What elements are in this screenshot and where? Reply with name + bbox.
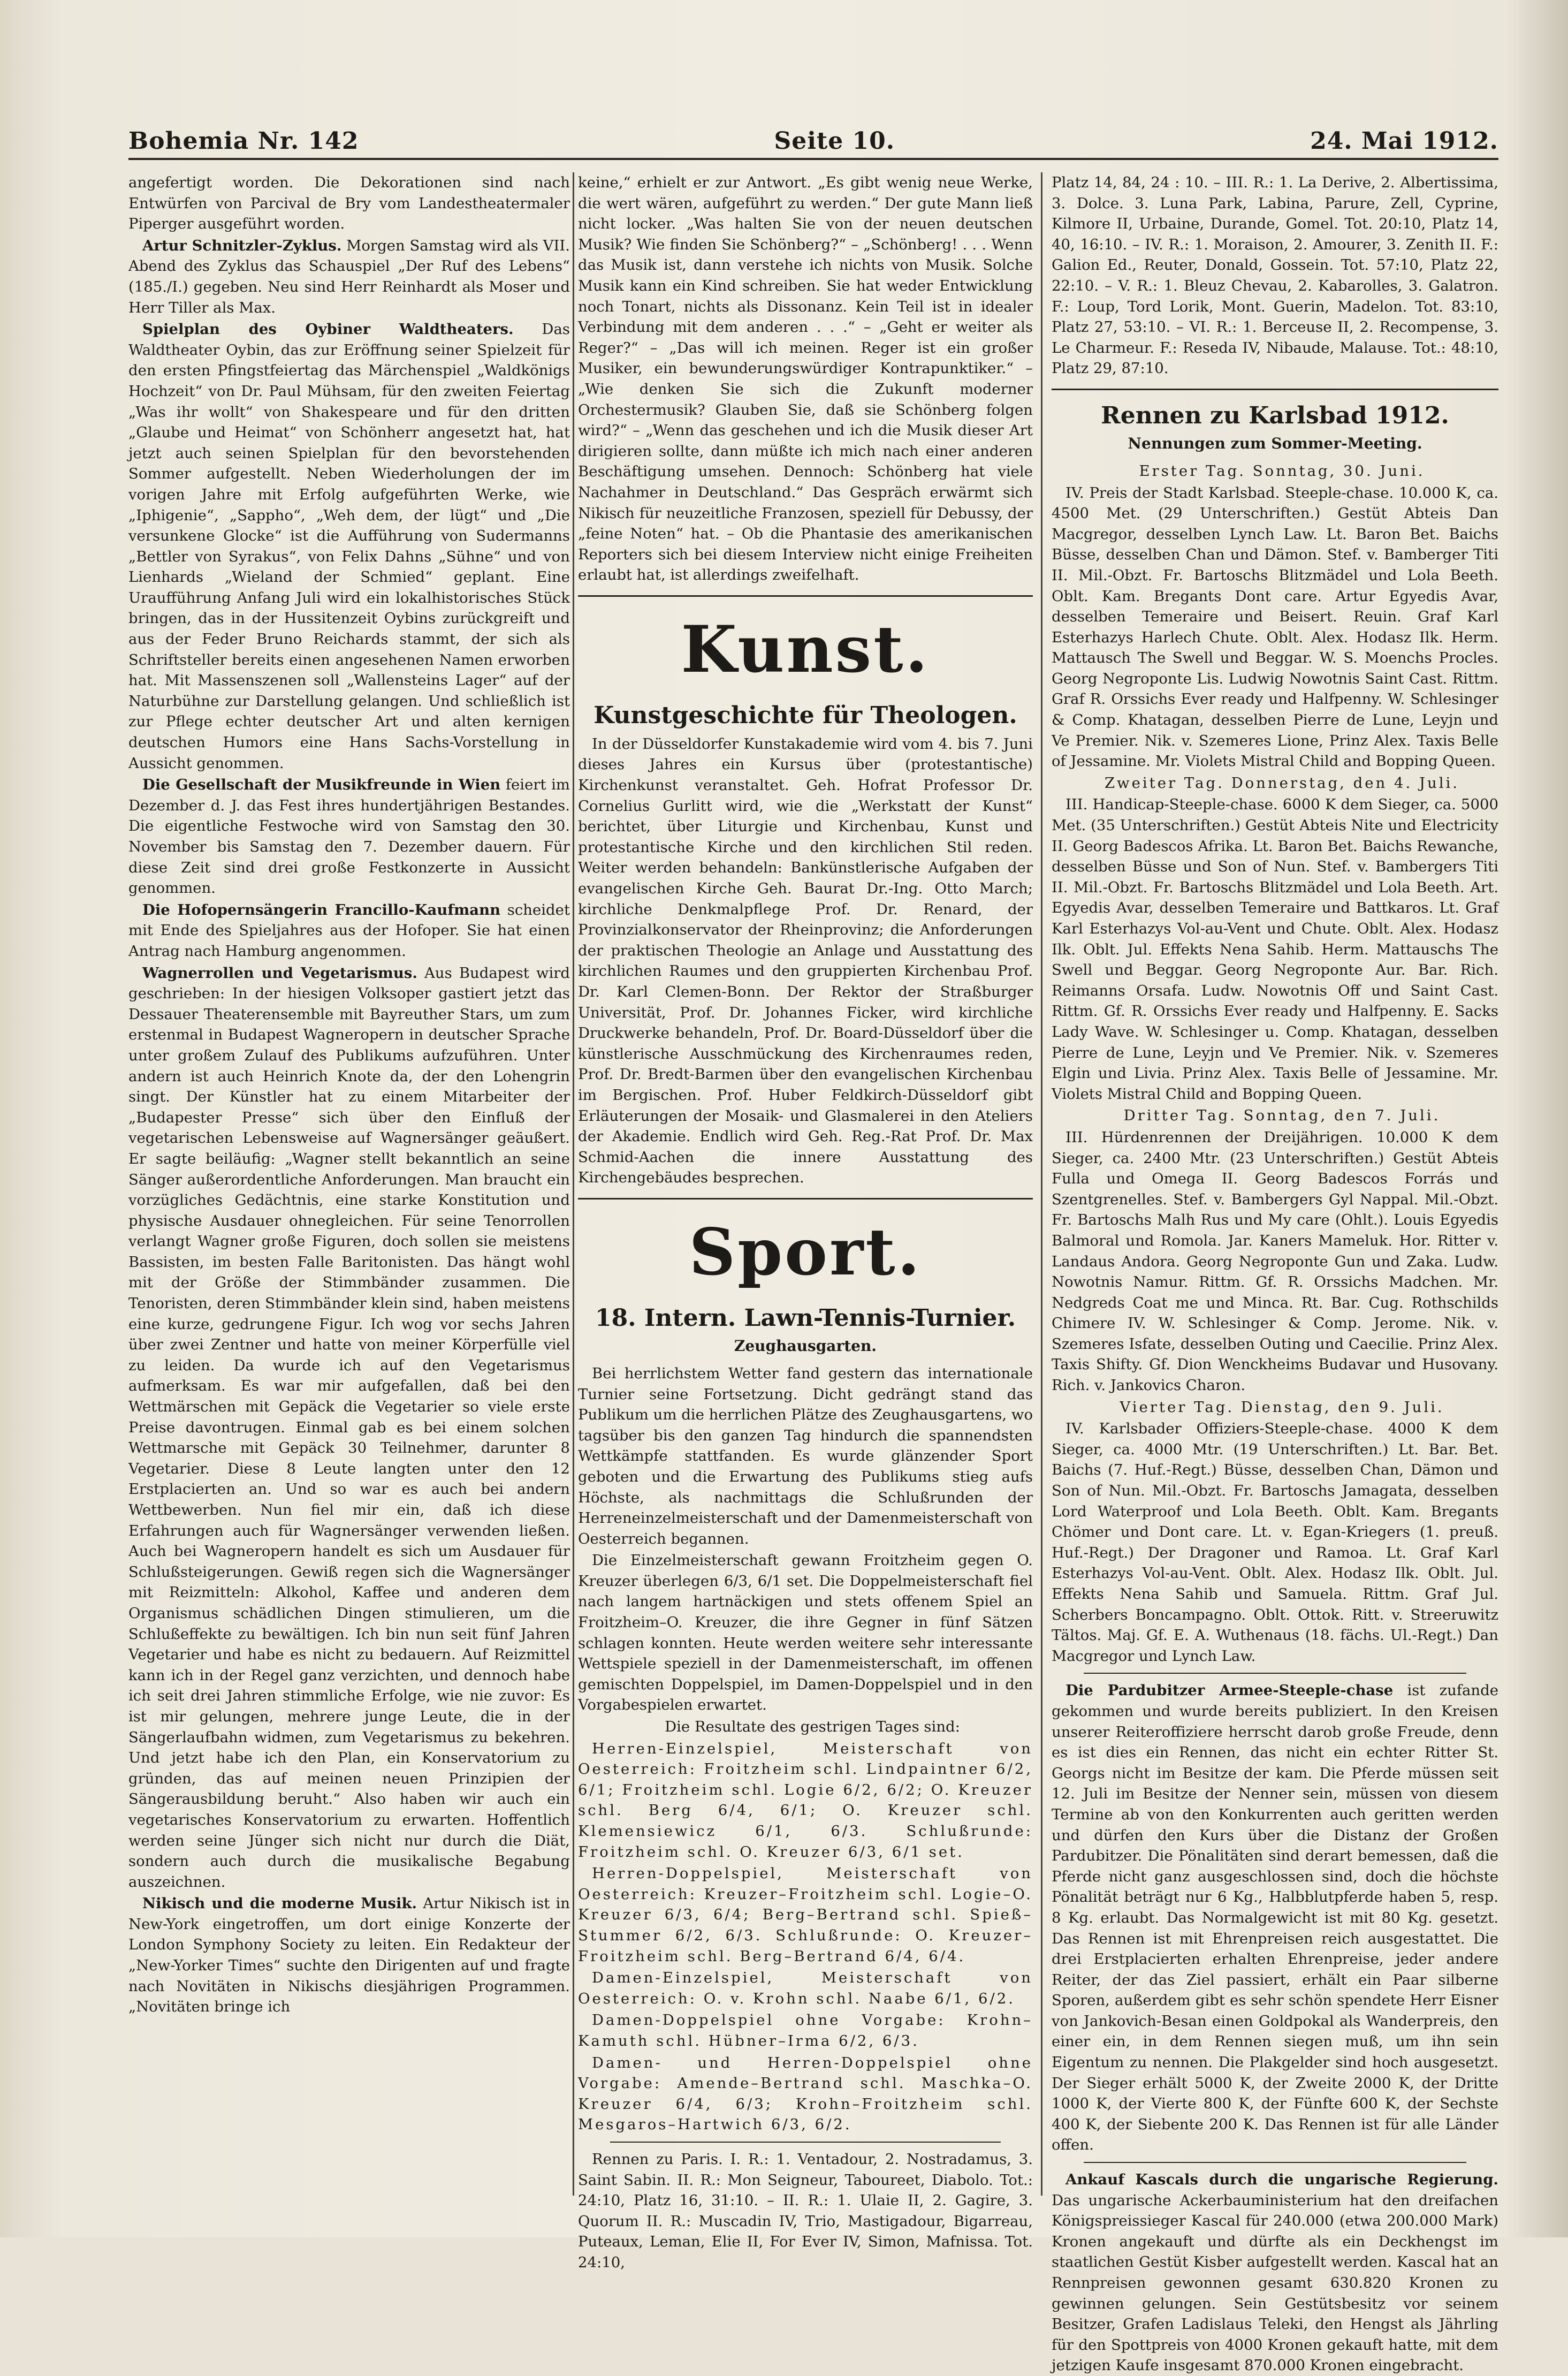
article-paragraph: IV. Preis der Stadt Karlsbad. Steeple-chase. 10.000 K, ca. 4500 Met. (29 Unterschriften.) Gestüt Abteis Dan Macgregor, desselben Lynch Law. Lt. Baron Bet. Baichs Büsse, desselben Chan und Dämon. Stef. v. Bamberger Titi II. Mil.-Obzt. Fr. Bartoschs Blitzmädel und Lola Beeth. Oblt. Kam. Bregants Dont care. Artur Egyedis Avar, desselben Temeraire und Beisert. Reuin. Graf Karl Esterhazys Harlech Chute. Oblt. Alex. Hodasz Ilk. Herm. Mattausch The Swell und Beggar. W. S. Moenchs Procles. Georg Negroponte Lis. Ludwig Nowotnis Saint Cast. Rittm. Graf R. Orssichs Ever ready und Halfpenny. W. Schlesinger & Comp. Khatagan, desselben Pierre de Lune, Leyjn und Ve Premier. Nik. v. Szemeres Lione, Prinz Alex. Taxis Belle of Jessamine. Mr. Violets Mistral Child and Bopping Queen. — [1052, 484, 1498, 770]
column-left — [128, 172, 570, 2201]
article-paragraph: III. Handicap-Steeple-chase. 6000 K dem Sieger, ca. 5000 Met. (35 Unterschriften.) Gestüt Abteis Nite und Electricity II. Georg Badescos Afrika. Lt. Baron Bet. Baichs Rewanche, desselben Büsse und Son of Nun. Stef. v. Bambergers Titi II. Mil.-Obzt. Fr. Bartoschs Blitzmädel und Lola Beeth. Art. Egyedis Avar, desselben Temeraire und Battkaros. Lt. Graf Karl Esterhazys Vol-au-Vent und Chute. Oblt. Alex. Hodasz Ilk. Oblt. Jul. Effekts Nena Sahib. Herm. Mattauschs The Swell und Beggar. Georg Negroponte Aur. Bar. Rich. Reimanns Orsafa. Ludw. Nowotnis Off und Saint Cast. Rittm. Gf. R. Orssichs Ever ready und Halfpenny. E. Sacks Lady Wave. W. Schlesinger u. Comp. Khatagan, desselben Pierre de Lune, Leyjn und Ve Premier. Nik. v. Szemeres Elgin und Livia. Prinz Alex. Taxis Belle of Jessamine. Mr. Violets Mistral Child and Bopping Queen. — [1052, 796, 1498, 1103]
results-heading: Die Resultate des gestrigen Tages sind: — [665, 1718, 960, 1736]
article-paragraph: Artur Schnitzler-Zyklus. Morgen Samstag wird als VII. Abend des Zyklus das Schauspiel „Der Ruf des Lebens“ (185./I.) gegeben. Neu sind Herr Reinhardt als Moser und Herr Tiller als Max. — [128, 237, 570, 316]
page-header — [128, 120, 1498, 160]
article-paragraph: Spielplan des Oybiner Waldtheaters. Das Waldtheater Oybin, das zur Eröffnung seiner Spielzeit für den ersten Pfingstfeiertag das Märchenspiel „Waldkönigs Hochzeit“ von Dr. Paul Mühsam, für den zweiten Feiertag „Was ihr wollt“ von Shakespeare und für den dritten „Glaube und Heimat“ von Schönherr angesetzt hat, hat jetzt auch seinen Spielplan für den bevorstehenden Sommer aufgestellt. Neben Wiederholungen der im vorigen Jahre mit Erfolg aufgeführten Werke, wie „Iphigenie“, „Sappho“, „Weh dem, der lügt“ und „Die versunkene Glocke“ ist die Aufführung von Sudermanns „Bettler von Syrakus“, von Felix Dahns „Sühne“ und von Lienhards „Wieland der Schmied“ geplant. Eine Uraufführung Anfang Juli wird ein lokalhistorisches Stück bringen, das in der Hussitenzeit Oybins zurückgreift und aus der Feder Bruno Reichards stammt, der sich als Schriftsteller bereits einen angesehenen Namen erworben hat. Mit Massenszenen soll „Wallensteins Lager“ auf der Naturbühne zur Darstellung gelangen. Und schließlich ist zur Pflege echter deutscher Art und alten kernigen deutschen Humors eine Hans Sachs-Vorstellung in Aussicht genommen. — [128, 321, 570, 772]
result-line: Herren-Doppelspiel, Meisterschaft von Oesterreich: Kreuzer–Froitzheim schl. Logie–O. Kreuzer 6/3, 6/4; Berg–Bertrand schl. Spieß–Stummer 6/2, 6/3. Schlußrunde: O. Kreuzer–Froitzheim schl. Berg–Bertrand 6/4, 6/4. — [578, 1865, 1033, 1965]
article-lead: Artur Schnitzler-Zyklus. — [142, 237, 342, 254]
result-line: Damen-Doppelspiel ohne Vorgabe: Krohn–Kamuth schl. Hübner–Irma 6/2, 6/3. — [578, 2011, 1033, 2049]
article-lead: Ankauf Kascals durch die ungarische Regierung. — [1065, 2171, 1498, 2189]
section-divider — [578, 595, 1033, 597]
article-paragraph: Ankauf Kascals durch die ungarische Regierung. Das ungarische Ackerbauministerium hat den dreifachen Königspreissieger Kascal für 240.000 (etwa 200.000 Mark) Kronen angekauft und dürfte als ein Deckhengst im staatlichen Gestüt Kisber aufgestellt werden. Kascal hat an Rennpreisen gewonnen gesamt 630.820 Kronen zu gewinnen gelungen. Sein Gestütsbesitz vor seinem Besitzer, Grafen Ladislaus Teleki, den Hengst als Jährling für den Spottpreis von 4000 Kronen gekauft hatte, mit dem jetzigen Kaufe insgesamt 870.000 Kronen eingebracht. — [1052, 2171, 1498, 2374]
column-rule — [573, 172, 574, 2196]
masthead-issue: Bohemia Nr. 142 — [128, 127, 359, 155]
day-heading: Erster Tag. Sonntag, 30. Juni. — [1139, 462, 1425, 480]
day-heading: Vierter Tag. Dienstag, den 9. Juli. — [1120, 1398, 1444, 1416]
section-divider — [1052, 389, 1498, 390]
article-title: 18. Intern. Lawn-Tennis-Turnier. — [595, 1304, 1016, 1332]
section-divider — [578, 1198, 1033, 1200]
section-title-sport: Sport. — [689, 1214, 922, 1290]
column-right — [1052, 172, 1498, 2374]
day-heading: Zweiter Tag. Donnerstag, den 4. Juli. — [1104, 774, 1460, 792]
column-rule — [1041, 172, 1042, 2196]
article-paragraph: Platz 14, 84, 24 : 10. – III. R.: 1. La Derive, 2. Albertissima, 3. Dolce. 3. Luna Park, Labina, Parure, Zell, Cyprine, Kilmore II, Urbaine, Durande, Gomel. Tot. 20:10, Platz 14, 40, 16:10. – IV. R.: 1. Moraison, 2. Amourer, 3. Zenith II. F.: Galion Ed., Reuter, Donald, Gossein. Tot. 57:10, Platz 22, 22:10. – V. R.: 1. Bleuz Chevau, 2. Kabarolles, 3. Galatron. F.: Loup, Tord Lorik, Mont. Guerin, Madelon. Tot. 83:10, Platz 27, 53:10. – VI. R.: 1. Berceuse II, 2. Recompense, 3. Le Charmeur. F.: Reseda IV, Nibaude, Malause. Tot.: 48:10, Platz 29, 87:10. — [1052, 174, 1498, 377]
result-line: Damen-Einzelspiel, Meisterschaft von Oesterreich: O. v. Krohn schl. Naabe 6/1, 6/2. — [578, 1969, 1033, 2007]
article-subtitle: Zeughausgarten. — [734, 1337, 877, 1355]
divider — [1084, 2162, 1466, 2163]
article-paragraph: In der Düsseldorfer Kunstakademie wird vom 4. bis 7. Juni dieses Jahres ein Kursus über (protestantische) Kirchenkunst veranstaltet. Geh. Hofrat Professor Dr. Cornelius Gurlitt wird, wie die „Werkstatt der Kunst“ berichtet, über Liturgie und Kirchenbau, Kunst und protestantische Kirche und den kirchlichen Stil reden. Weiter werden behandeln: Bankünstlerische Aufgaben der evangelischen Kirche Geh. Baurat Dr.-Ing. Otto March; kirchliche Denkmalpflege Prof. Dr. Renard, der Provinzialkonservator der Rheinprovinz; die Anforderungen der praktischen Theologie an Anlage und Ausstattung des kirchlichen Raumes und den gruppierten Kirchenbau Prof. Dr. Karl Clemen-Bonn. Der Rektor der Straßburger Universität, Prof. Dr. Johannes Ficker, wird kirchliche Druckwerke behandeln, Prof. Dr. Board-Düsseldorf über die künstlerische Ausschmückung des Kirchenraumes reden, Prof. Dr. Bredt-Barmen über den evangelischen Kirchenbau im Bergischen. Prof. Huber Feldkirch-Düsseldorf gibt Erläuterungen der Mosaik- und Glasmalerei in den Ateliers der Akademie. Endlich wird Geh. Reg.-Rat Prof. Dr. Max Schmid-Aachen die innere Ausstattung des Kirchengebäudes besprechen. — [578, 735, 1033, 1187]
article-lead: Spielplan des Oybiner Waldtheaters. — [142, 321, 514, 338]
day-heading: Dritter Tag. Sonntag, den 7. Juli. — [1123, 1107, 1441, 1125]
result-line: Herren-Einzelspiel, Meisterschaft von Oesterreich: Froitzheim schl. Lindpaintner 6/2, 6/1; Froitzheim schl. Logie 6/2, 6/2; O. Kreuzer schl. Berg 6/4, 6/1; O. Kreuzer schl. Klemensiewicz 6/1, 6/3. Schlußrunde: Froitzheim schl. O. Kreuzer 6/3, 6/1 set. — [578, 1740, 1033, 1861]
article-paragraph: keine,“ erhielt er zur Antwort. „Es gibt wenig neue Werke, die wert wären, aufgeführt zu werden.“ Der gute Mann ließ nicht locker. „Was halten Sie von der neuen deutschen Musik? Wie finden Sie Schönberg?“ – „Schönberg! . . . Wenn das Musik ist, dann verstehe ich nichts von Musik. Solche Musik kann ein Kind schreiben. Sie hat weder Entwicklung noch Tonart, nichts als Dissonanz. Kein Teil ist in idealer Verbindung mit dem anderen . . .“ – „Geht er weiter als Reger?“ – „Das will ich meinen. Reger ist ein großer Musiker, ein bewunderungswürdiger Kontrapunktiker.“ – „Wie denken Sie sich die Zukunft moderner Orchestermusik? Glauben Sie, daß sie Schönberg folgen wird?“ – „Wenn das geschehen und ich die Musik dieser Art dirigieren sollte, dann müßte ich mich nach einer anderen Beschäftigung umsehen. Dennoch: Schönberg hat viele Nachahmer in Deutschland.“ Das Gespräch erwärmt sich Nikisch für neuzeitliche Franzosen, speziell für Debussy, der „feine Noten“ hat. – Ob die Phantasie des amerikanischen Reporters sich bei diesem Interview nicht einige Freiheiten erlaubt hat, ist allerdings zweifelhaft. — [578, 174, 1033, 584]
page-number: Seite 10. — [774, 127, 895, 155]
column-middle — [578, 172, 1033, 2271]
article-paragraph: Nikisch und die moderne Musik. Artur Nikisch ist in New-York eingetroffen, um dort einige Konzerte der London Symphony Society zu leiten. Ein Redakteur der „New-Yorker Times“ suchte den Dirigenten auf und fragte nach Novitäten in Nikischs diesjährigen Programmen. „Novitäten bringe ich — [128, 1895, 570, 2016]
article-paragraph: angefertigt worden. Die Dekorationen sind nach Entwürfen von Parcival de Bry vom Landestheatermaler Piperger ausgeführt worden. — [128, 174, 570, 233]
issue-date: 24. Mai 1912. — [1310, 127, 1498, 155]
article-paragraph: Die Hofopernsängerin Francillo-Kaufmann scheidet mit Ende des Spieljahres aus der Hofoper. Sie hat einen Antrag nach Hamburg angenommen. — [128, 901, 570, 960]
result-line: Damen- und Herren-Doppelspiel ohne Vorgabe: Amende–Bertrand schl. Maschka–O. Kreuzer 6/4, 6/3; Krohn–Froitzheim schl. Mesgaros–Hartwich 6/3, 6/2. — [578, 2054, 1033, 2134]
article-subtitle: Nennungen zum Sommer-Meeting. — [1128, 434, 1422, 452]
article-lead: Die Gesellschaft der Musikfreunde in Wien — [142, 776, 501, 794]
article-paragraph: III. Hürdenrennen der Dreijährigen. 10.000 K dem Sieger, ca. 2400 Mtr. (23 Unterschriften.) Gestüt Abteis Fulla und Omega II. Georg Badescos Forrás und Szentgrenelles. Stef. v. Bambergers Gyl Nappal. Mil.-Obzt. Fr. Bartoschs Malh Rus und My care (Ohlt.). Louis Egyedis Balmoral und Romola. Jar. Kaners Mameluk. Hor. Ritter v. Landaus Andora. Georg Negroponte Gun und Zaka. Ludw. Nowotnis Namur. Rittm. Gf. R. Orssichs Madchen. Mr. Nedgreds Coat me und Minca. Rt. Bar. Cug. Rothschilds Chimere IV. W. Schlesinger & Comp. Jerome. Nik. v. Szemeres Isfate, desselben Outing und Caecilie. Prinz Alex. Taxis Shifty. Gf. Dion Wenckheims Budavar und Husovany. Rich. v. Jankovics Charon. — [1052, 1128, 1498, 1394]
article-paragraph: IV. Karlsbader Offiziers-Steeple-chase. 4000 K dem Sieger, ca. 4000 Mtr. (19 Unterschriften.) Lt. Bar. Bet. Baichs (7. Huf.-Regt.) Büsse, desselben Chan, Dämon und Son of Nun. Mil.-Obzt. Fr. Bartoschs Jamagata, desselben Lord Waterproof und Lola Beeth. Oblt. Kam. Bregants Chömer und Dont care. Lt. v. Egan-Kriegers (1. preuß. Huf.-Regt.) Der Dragoner und Ramoa. Lt. Graf Karl Esterhazys Vol-au-Vent. Oblt. Alex. Hodasz Ilk. Oblt. Jul. Effekts Nena Sahib und Samuela. Rittm. Graf Jul. Scherbers Boncampagno. Oblt. Ottok. Ritt. v. Streeruwitz Tältos. Maj. Gf. E. A. Wuthenaus (18. fächs. Ul.-Regt.) Dan Macgregor und Lynch Law. — [1052, 1420, 1498, 1665]
article-lead: Wagnerrollen und Vegetarismus. — [142, 964, 417, 982]
article-paragraph: Die Gesellschaft der Musikfreunde in Wien feiert im Dezember d. J. das Fest ihres hundertjährigen Bestandes. Die eigentliche Festwoche wird von Samstag den 30. November bis Samstag den 7. Dezember dauern. Für diese Zeit sind drei große Festkonzerte in Aussicht genommen. — [128, 776, 570, 897]
article-lead: Die Pardubitzer Armee-Steeple-chase — [1065, 1682, 1394, 1699]
article-lead: Nikisch und die moderne Musik. — [142, 1895, 417, 1912]
article-paragraph: Rennen zu Paris. I. R.: 1. Ventadour, 2. Nostradamus, 3. Saint Sabin. II. R.: Mon Seigneur, Taboureet, Diabolo. Tot.: 24:10, Platz 16, 31:10. – II. R.: 1. Ulaie II, 2. Gagire, 3. Quorum II. R.: Muscadin IV, Trio, Mastigadour, Bigarreau, Puteaux, Leman, Elie II, For Ever IV, Simon, Mafnissa. Tot. 24:10, — [578, 2150, 1033, 2271]
article-paragraph: Wagnerrollen und Vegetarismus. Aus Budapest wird geschrieben: In der hiesigen Volksoper gastiert jetzt das Dessauer Theaterensemble mit Bayreuther Stars, um zum erstenmal in Budapest Wagneropern in deutscher Sprache unter großem Zulauf des Publikums aufzuführen. Unter andern ist auch Heinrich Knote da, der den Lohengrin singt. Der Künstler hat zu einem Mitarbeiter der „Budapester Presse“ sich über den Einfluß der vegetarischen Lebensweise auf Wagnersänger geäußert. Er sagte beiläufig: „Wagner stellt bekanntlich an seine Sänger außerordentliche Anforderungen. Man braucht ein vorzügliches Gedächtnis, eine starke Konstitution und physische Ausdauer ohnegleichen. Für seine Tenorrollen verlangt Wagner große Figuren, doch sollen sie meistens Bassisten, im besten Falle Baritonisten. Das hängt wohl mit der Größe der Stimmbänder zusammen. Die Tenoristen, deren Stimmbänder klein sind, haben meistens eine kurze, gedrungene Figur. Ich wog vor sechs Jahren über zwei Zentner und hatte von meiner Körperfülle viel zu leiden. Da wurde ich auf den Vegetarismus aufmerksam. Es war mir aufgefallen, daß bei den Wettmärschen mit Gepäck die Vegetarier so viele erste Preise davontrugen. Einmal gab es bei einem solchen Wettmarsche mit Gepäck 30 Teilnehmer, darunter 8 Vegetarier. Diese 8 Leute langten unter den 12 Erstplacierten an. Und so war es auch bei andern Wettbewerben. Nun fiel mir ein, daß ich diese Erfahrungen auch für Wagnersänger verwenden ließen. Auch bei Wagneropern handelt es sich um Ausdauer für Schlußsteigerungen. Gewiß regen sich die Wagnersänger mit Reizmitteln: Alkohol, Kaffee und anderen dem Organismus schädlichen Dingen stimulieren, um die Schlußeffekte zu bewältigen. Ich bin nun seit fünf Jahren Vegetarier und habe es nicht zu bedauern. Auf Reizmittel kann ich in der Regel ganz verzichten, und dennoch habe ich seit drei Jahren stimmliche Erfolge, wie nie zuvor: Es ist mir gelungen, mehrere junge Leute, die in der Sängerlaufbahn widmen, zum Vegetarismus zu bekehren. Und jetzt habe ich den Plan, ein Konservatorium zu gründen, das auf meinen neuen Prinzipien der Sängerausbildung beruht.“ Also haben wir auch ein vegetarisches Konservatorium zu erwarten. Hoffentlich werden seine Jünger sich nicht nur durch die Diät, sondern auch durch die musikalische Begabung auszeichnen. — [128, 964, 570, 1891]
article-paragraph: Die Einzelmeisterschaft gewann Froitzheim gegen O. Kreuzer überlegen 6/3, 6/1 set. Die Doppelmeisterschaft fiel nach langem hartnäckigen und stets offenem Spiel an Froitzheim–O. Kreuzer, die ihre Gegner in fünf Sätzen schlagen konnten. Heute werden weitere sehr interessante Wettspiele speziell in der Damenmeisterschaft, im offenen gemischten Doppelspiel, im Damen-Doppelspiel und in den Vorgabespielen erwartet. — [578, 1552, 1033, 1714]
section-title-kunst: Kunst. — [681, 611, 930, 687]
article-paragraph: Bei herrlichstem Wetter fand gestern das internationale Turnier seine Fortsetzung. Dicht gedrängt stand das Publikum um die herrlichen Plätze des Zeughausgartens, wo tagsüber bis den ganzen Tag hindurch die spannendsten Wettkämpfe stattfanden. Es wurde glänzender Sport geboten und die Erwartung des Publikums stieg aufs Höchste, als nachmittags die Schlußrunden der Herreneinzelmeisterschaft und der Damenmeisterschaft von Oesterreich begannen. — [578, 1364, 1033, 1547]
article-title: Kunstgeschichte für Theologen. — [593, 701, 1017, 729]
divider — [610, 2142, 1001, 2143]
article-paragraph: Die Pardubitzer Armee-Steeple-chase ist zufande gekommen und wurde bereits publiziert. In den Kreisen unserer Reiteroffiziere herrscht darob große Freude, denn es ist dies ein Rennen, das nicht ein echter Ritter St. Georgs nicht im Besitze der kam. Die Pferde müssen seit 12. Juli im Besitze der Nenner sein, müssen von diesem Termine ab von den Konkurrenten auch geritten werden und dürfen den Kurs über die Distanz der Großen Pardubitzer. Die Pönalitäten sind derart bemessen, daß die Pferde nicht ganz ausgeschlossen sind, doch die höchste Pönalität beträgt nur 6 Kg., Halbblutpferde haben 5, resp. 8 Kg. erlaubt. Das Normalgewicht ist mit 80 Kg. gesetzt. Das Rennen ist mit Ehrenpreisen reich ausgestattet. Die drei Erstplacierten erhalten Ehrenpreise, jeder andere Reiter, der das Ziel passiert, erhält ein Paar silberne Sporen, außerdem gibt es sehr schön spendete Herr Eisner von Jankovich-Besan einen Goldpokal als Wanderpreis, den einer ein, in dem Rennen siegen muß, um ihn sein Eigentum zu nennen. Die Plakgelder sind hoch ausgesetzt. Der Sieger erhält 5000 K, der Zweite 2000 K, der Dritte 1000 K, der Vierte 800 K, der Fünfte 600 K, der Sechste 400 K, der Siebente 200 K. Das Rennen ist für alle Länder offen. — [1052, 1682, 1498, 2154]
article-title: Rennen zu Karlsbad 1912. — [1101, 401, 1449, 429]
article-lead: Die Hofopernsängerin Francillo-Kaufmann — [142, 901, 501, 918]
divider — [1084, 1673, 1466, 1674]
